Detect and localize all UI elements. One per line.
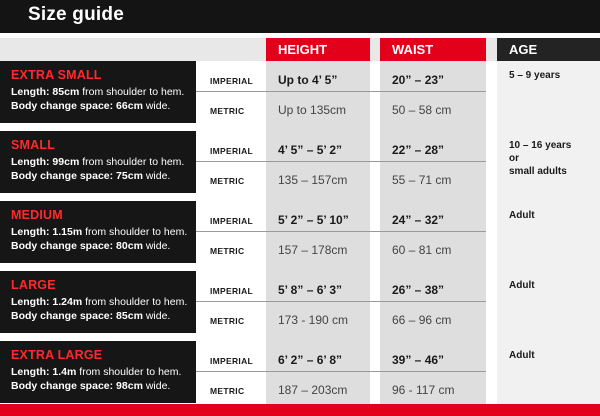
height-imperial: 5’ 8” – 6’ 3”: [278, 283, 343, 297]
row-divider: [196, 301, 486, 302]
height-metric: 157 – 178cm: [278, 243, 348, 257]
size-name: MEDIUM: [11, 208, 63, 222]
age-line: Adult: [509, 350, 535, 361]
length-line: [11, 86, 196, 98]
waist-imperial: 22” – 28”: [392, 143, 445, 157]
height-imperial: 4’ 5” – 5’ 2”: [278, 143, 343, 157]
size-row-label: [0, 341, 196, 403]
height-metric: 173 - 190 cm: [278, 313, 349, 327]
size-row-label: [0, 131, 196, 193]
size-row-label: [0, 61, 196, 123]
body-label: Body change space:: [11, 170, 114, 182]
row-divider: [196, 231, 486, 232]
length-line: [11, 296, 196, 308]
waist-metric: 50 – 58 cm: [392, 103, 452, 117]
age-line: Adult: [509, 280, 535, 291]
length-label: Length:: [11, 226, 50, 238]
length-value: 1.4m: [52, 366, 77, 378]
body-label: Body change space:: [11, 310, 114, 322]
length-suffix: from shoulder to hem.: [82, 226, 188, 238]
length-label: Length:: [11, 366, 50, 378]
row-divider: [196, 91, 486, 92]
length-suffix: from shoulder to hem.: [76, 366, 182, 378]
system-imperial: IMPERIAL: [210, 356, 254, 366]
body-line: [11, 380, 196, 392]
size-name: LARGE: [11, 278, 56, 292]
system-metric: METRIC: [210, 246, 245, 256]
body-suffix: wide.: [142, 380, 171, 392]
height-metric: 135 – 157cm: [278, 173, 348, 187]
body-line: [11, 240, 196, 252]
waist-metric: 96 - 117 cm: [392, 383, 455, 397]
row-divider: [196, 161, 486, 162]
body-line: [11, 310, 196, 322]
length-suffix: from shoulder to hem.: [79, 86, 185, 98]
header-age: AGE: [497, 38, 600, 61]
body-label: Body change space:: [11, 100, 114, 112]
waist-metric: 60 – 81 cm: [392, 243, 452, 257]
body-value: 98cm: [116, 380, 143, 392]
age-line: 5 – 9 years: [509, 70, 561, 81]
body-line: [11, 100, 196, 112]
body-suffix: wide.: [142, 240, 171, 252]
size-name: EXTRA LARGE: [11, 348, 103, 362]
length-value: 85cm: [52, 86, 80, 98]
waist-metric: 66 – 96 cm: [392, 313, 452, 327]
height-imperial: Up to 4’ 5”: [278, 73, 338, 87]
body-label: Body change space:: [11, 380, 114, 392]
length-line: [11, 366, 196, 378]
waist-imperial: 26” – 38”: [392, 283, 445, 297]
age-cell: [509, 69, 560, 82]
header-height: HEIGHT: [266, 38, 370, 61]
body-suffix: wide.: [142, 170, 171, 182]
length-suffix: from shoulder to hem.: [79, 156, 185, 168]
height-metric: Up to 135cm: [278, 103, 347, 117]
height-imperial: 5’ 2” – 5’ 10”: [278, 213, 349, 227]
age-line: small adults: [509, 166, 567, 177]
body-suffix: wide.: [142, 310, 171, 322]
system-metric: METRIC: [210, 386, 245, 396]
waist-imperial: 24” – 32”: [392, 213, 445, 227]
size-row-label: [0, 201, 196, 263]
height-metric: 187 – 203cm: [278, 383, 348, 397]
length-suffix: from shoulder to hem.: [82, 296, 188, 308]
system-imperial: IMPERIAL: [210, 76, 254, 86]
length-label: Length:: [11, 296, 50, 308]
system-metric: METRIC: [210, 176, 245, 186]
length-line: [11, 156, 196, 168]
page-title: Size guide: [28, 4, 124, 25]
body-value: 80cm: [116, 240, 143, 252]
length-value: 99cm: [52, 156, 80, 168]
body-label: Body change space:: [11, 240, 114, 252]
size-name: EXTRA SMALL: [11, 68, 102, 82]
age-cell: [509, 349, 535, 362]
system-imperial: IMPERIAL: [210, 216, 254, 226]
size-row-label: [0, 271, 196, 333]
system-imperial: IMPERIAL: [210, 286, 254, 296]
body-value: 75cm: [116, 170, 143, 182]
waist-metric: 55 – 71 cm: [392, 173, 452, 187]
waist-imperial: 39” – 46”: [392, 353, 445, 367]
body-suffix: wide.: [142, 100, 171, 112]
length-line: [11, 226, 196, 238]
bottom-bar: [0, 404, 600, 416]
header-waist: WAIST: [380, 38, 486, 61]
length-label: Length:: [11, 86, 50, 98]
age-line: or: [509, 153, 519, 164]
body-value: 66cm: [116, 100, 143, 112]
age-line: 10 – 16 years: [509, 140, 572, 151]
height-imperial: 6’ 2” – 6’ 8”: [278, 353, 343, 367]
size-name: SMALL: [11, 138, 56, 152]
system-metric: METRIC: [210, 316, 245, 326]
age-cell: [509, 209, 535, 222]
age-line: Adult: [509, 210, 535, 221]
body-value: 85cm: [116, 310, 143, 322]
length-value: 1.24m: [52, 296, 83, 308]
row-divider: [196, 371, 486, 372]
age-cell: [509, 139, 571, 178]
length-label: Length:: [11, 156, 50, 168]
length-value: 1.15m: [52, 226, 83, 238]
waist-imperial: 20” – 23”: [392, 73, 445, 87]
system-imperial: IMPERIAL: [210, 146, 254, 156]
system-metric: METRIC: [210, 106, 245, 116]
body-line: [11, 170, 196, 182]
age-cell: [509, 279, 535, 292]
